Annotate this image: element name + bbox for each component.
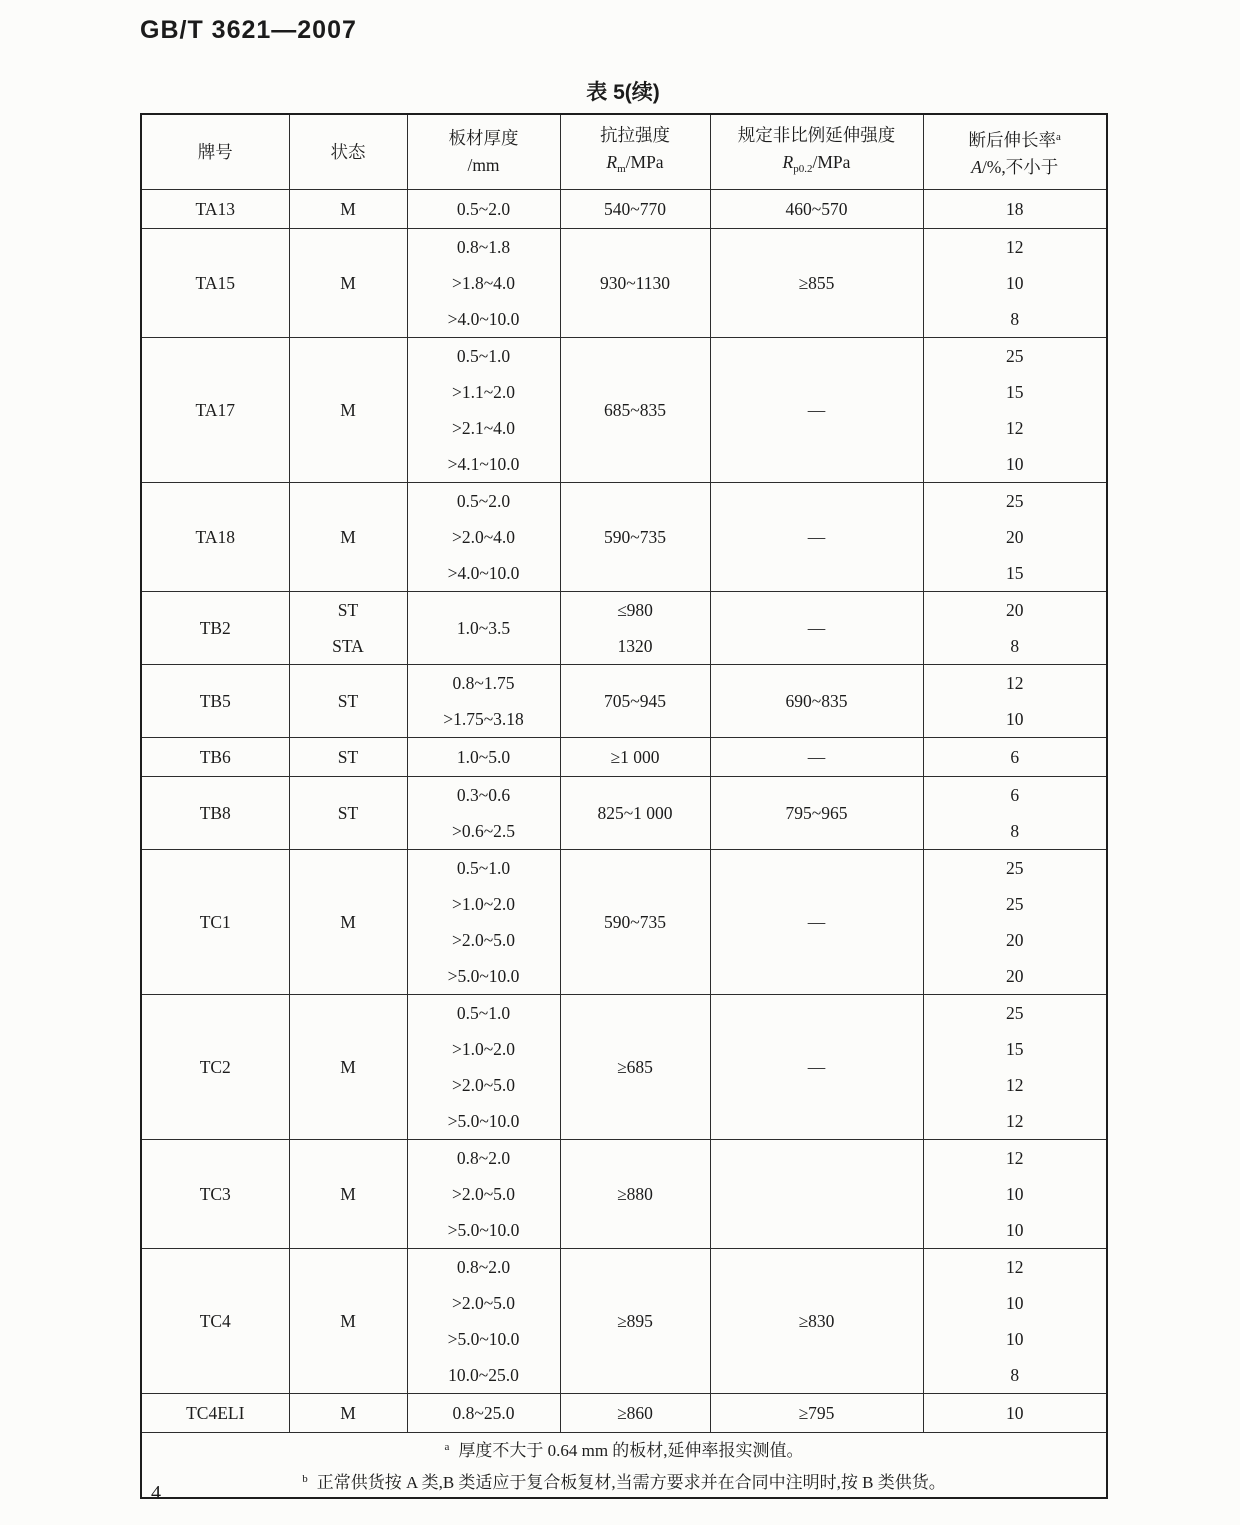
cell-rm: ≥880 [560,1140,710,1249]
cell-elong: 25 15 12 10 [923,338,1107,483]
cell-rm: ≥685 [560,995,710,1140]
cell-condition: M [289,229,407,338]
proof-symbol: $R_{p0.2}$/MPa [782,151,851,175]
cell-grade: TB8 [141,777,289,850]
cell-rp02: — [710,338,923,483]
cell-rm: 590~735 [560,850,710,995]
cell-grade: TA18 [141,483,289,592]
cell-thickness: 0.8~1.8 >1.8~4.0 >4.0~10.0 [407,229,560,338]
cell-thickness: 0.5~1.0 >1.1~2.0 >2.1~4.0 >4.1~10.0 [407,338,560,483]
col-header-elongation [923,114,1107,190]
cell-condition: M [289,338,407,483]
table-row [141,1140,1107,1249]
cell-condition: ST STA [289,592,407,665]
cell-thickness: 0.5~1.0 >1.0~2.0 >2.0~5.0 >5.0~10.0 [407,995,560,1140]
col-header-condition [289,114,407,190]
cell-condition: M [289,995,407,1140]
cell-grade: TA13 [141,190,289,229]
table-title: 表 5(续) [586,81,660,104]
cell-elong: 25 15 12 12 [923,995,1107,1140]
table-row [141,338,1107,483]
footnote-a-ref: a [1056,130,1061,143]
cell-condition: M [289,1394,407,1433]
cell-rm: 540~770 [560,190,710,229]
col-header-condition-label: 状态 [330,141,366,162]
cell-thickness: 0.8~2.0 >2.0~5.0 >5.0~10.0 [407,1140,560,1249]
table-row [141,850,1107,995]
cell-elong: 12 10 8 [923,229,1107,338]
cell-rp02: — [710,483,923,592]
footnote-a-text: 厚度不大于 0.64 mm 的板材,延伸率报实测值。 [458,1441,804,1460]
cell-grade: TC3 [141,1140,289,1249]
cell-rp02 [710,1140,923,1249]
elongation-symbol: A/%,不小于 [971,156,1059,177]
tensile-symbol: $R_m$/MPa [606,151,664,175]
table-footnotes [141,1433,1107,1499]
cell-thickness: 0.5~2.0 [407,190,560,229]
cell-rm: ≥895 [560,1249,710,1394]
cell-rm: 705~945 [560,665,710,738]
cell-condition: ST [289,665,407,738]
col-header-grade-label: 牌号 [197,141,233,162]
table-body [141,190,1107,1433]
cell-rm: 685~835 [560,338,710,483]
cell-condition: M [289,483,407,592]
cell-grade: TC4 [141,1249,289,1394]
table-row [141,1249,1107,1394]
page-number: 4 [151,1482,161,1504]
cell-rp02: — [710,592,923,665]
cell-rp02: ≥855 [710,229,923,338]
cell-condition: M [289,850,407,995]
cell-rm: ≤980 1320 [560,592,710,665]
table-row [141,592,1107,665]
standard-number: GB/T 3621—2007 [140,16,357,44]
spec-table [140,113,1108,1499]
footnote-a [142,1433,1106,1465]
proof-label: 规定非比例延伸强度 [737,124,896,145]
cell-thickness: 1.0~3.5 [407,592,560,665]
cell-condition: ST [289,777,407,850]
thickness-label: 板材厚度 [448,128,519,148]
cell-condition: M [289,1249,407,1394]
cell-rm: ≥860 [560,1394,710,1433]
footnote-a-marker: a [444,1441,450,1453]
thickness-unit: /mm [467,155,500,175]
cell-thickness: 0.3~0.6 >0.6~2.5 [407,777,560,850]
footnote-b [142,1465,1106,1497]
table-row [141,665,1107,738]
cell-rp02: ≥795 [710,1394,923,1433]
cell-grade: TC1 [141,850,289,995]
footnotes-row [141,1433,1107,1499]
cell-condition: M [289,1140,407,1249]
cell-condition: ST [289,738,407,777]
table-row [141,190,1107,229]
cell-thickness: 0.5~1.0 >1.0~2.0 >2.0~5.0 >5.0~10.0 [407,850,560,995]
cell-condition: M [289,190,407,229]
col-header-grade [141,114,289,190]
cell-rp02: 690~835 [710,665,923,738]
footnote-b-text: 正常供货按 A 类,B 类适应于复合板复材,当需方要求并在合同中注明时,按 B 类供货。 [316,1473,946,1492]
table-row [141,777,1107,850]
table-row [141,738,1107,777]
cell-grade: TB6 [141,738,289,777]
cell-rm: ≥1 000 [560,738,710,777]
table-row [141,995,1107,1140]
cell-rp02: — [710,850,923,995]
col-header-thickness [407,114,560,190]
cell-thickness: 0.8~2.0 >2.0~5.0 >5.0~10.0 10.0~25.0 [407,1249,560,1394]
footnotes-cell [141,1433,1107,1499]
cell-grade: TB5 [141,665,289,738]
cell-grade: TA17 [141,338,289,483]
col-header-proof-strength [710,114,923,190]
cell-elong: 12 10 10 8 [923,1249,1107,1394]
cell-elong: 18 [923,190,1107,229]
cell-elong: 25 20 15 [923,483,1107,592]
cell-thickness: 0.5~2.0 >2.0~4.0 >4.0~10.0 [407,483,560,592]
table-header [141,114,1107,190]
cell-elong: 6 8 [923,777,1107,850]
footnote-b-marker: b [302,1473,308,1485]
table-row [141,483,1107,592]
cell-elong: 12 10 [923,665,1107,738]
header-row [141,114,1107,190]
cell-grade: TC4ELI [141,1394,289,1433]
cell-grade: TB2 [141,592,289,665]
cell-grade: TA15 [141,229,289,338]
cell-grade: TC2 [141,995,289,1140]
cell-rp02: 795~965 [710,777,923,850]
col-header-tensile [560,114,710,190]
cell-elong: 20 8 [923,592,1107,665]
cell-elong: 10 [923,1394,1107,1433]
cell-thickness: 1.0~5.0 [407,738,560,777]
cell-rp02: 460~570 [710,190,923,229]
cell-thickness: 0.8~1.75 >1.75~3.18 [407,665,560,738]
table-row [141,1394,1107,1433]
cell-thickness: 0.8~25.0 [407,1394,560,1433]
cell-rp02: ≥830 [710,1249,923,1394]
cell-rm: 590~735 [560,483,710,592]
cell-rp02: — [710,738,923,777]
cell-rm: 825~1 000 [560,777,710,850]
tensile-label: 抗拉强度 [600,124,670,145]
cell-elong: 12 10 10 [923,1140,1107,1249]
cell-rp02: — [710,995,923,1140]
cell-elong: 25 25 20 20 [923,850,1107,995]
cell-rm: 930~1130 [560,229,710,338]
elongation-label: 断后伸长率$^a$ [968,129,1061,150]
cell-elong: 6 [923,738,1107,777]
table-row [141,229,1107,338]
